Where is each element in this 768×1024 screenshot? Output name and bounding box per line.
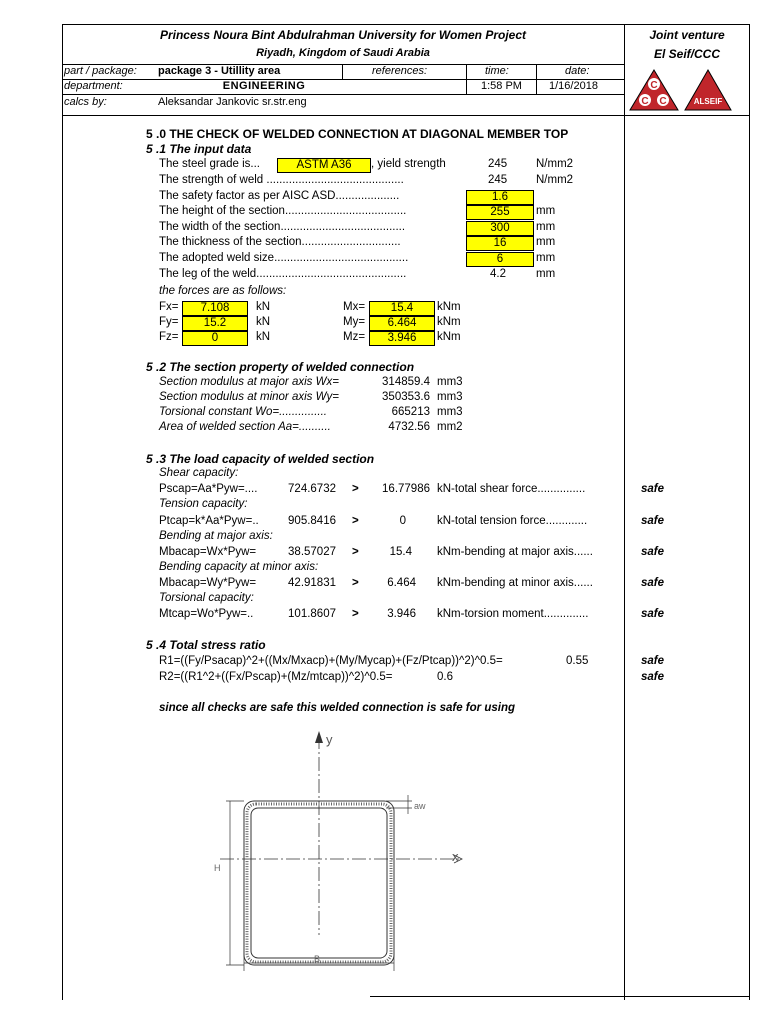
fx-unit: kN [256, 301, 271, 313]
mz-unit: kNm [437, 331, 461, 343]
header-col-3 [536, 64, 537, 94]
date-value: 1/16/2018 [549, 80, 598, 92]
check-capacity: 724.6732 [288, 483, 336, 495]
mx-input[interactable]: 15.4 [369, 301, 435, 316]
safety-factor-input[interactable]: 1.6 [466, 190, 534, 205]
header-bottom-line [62, 115, 750, 116]
h-label: H [214, 863, 221, 873]
s1-heading: 5 .1 The input data [146, 142, 252, 156]
s2-row-value: 350353.6 [382, 391, 430, 403]
height-input[interactable]: 255 [466, 205, 534, 220]
check-formula: Pscap=Aa*Pyw=.... [159, 483, 258, 495]
s2-row-unit: mm2 [437, 421, 463, 433]
fy-input[interactable]: 15.2 [182, 316, 248, 331]
ccc-logo [628, 68, 680, 112]
part-label: part / package: [64, 65, 137, 77]
references-label: references: [372, 65, 428, 77]
width-label: The width of the section....................................... [159, 221, 406, 233]
section-title: 5 .0 THE CHECK OF WELDED CONNECTION AT DIAGONAL MEMBER TOP [146, 127, 569, 141]
fy-unit: kN [256, 316, 271, 328]
my-unit: kNm [437, 316, 461, 328]
ccc-logo-letter-2: C [641, 96, 649, 107]
weld-strength-unit: N/mm2 [536, 174, 574, 186]
check-status: safe [641, 608, 665, 620]
header-row-line-3 [62, 94, 624, 95]
weld-leg-label: The leg of the weld............................................... [159, 268, 407, 280]
check-status: safe [641, 515, 665, 527]
r2-status: safe [641, 671, 665, 683]
s2-row-label: Section modulus at minor axis Wy= [159, 391, 339, 403]
check-status: safe [641, 483, 665, 495]
header-col-1 [342, 64, 343, 79]
thickness-unit: mm [536, 236, 556, 248]
check-status: safe [641, 577, 665, 589]
frame-top [62, 24, 750, 25]
check-operator: > [352, 608, 359, 620]
header-row-line-1 [62, 64, 624, 65]
time-label: time: [485, 65, 509, 77]
date-label: date: [565, 65, 590, 77]
jv-divider [624, 24, 625, 1000]
s4-heading: 5 .4 Total stress ratio [146, 638, 266, 652]
s2-row-unit: mm3 [437, 406, 463, 418]
project-location: Riyadh, Kingdom of Saudi Arabia [256, 47, 430, 59]
ccc-logo-letter-3: C [659, 96, 667, 107]
frame-left [62, 24, 63, 1000]
yield-unit: N/mm2 [536, 158, 574, 170]
check-status: safe [641, 546, 665, 558]
calcs-label: calcs by: [64, 96, 107, 108]
check-title: Bending capacity at minor axis: [159, 561, 319, 573]
width-unit: mm [536, 221, 556, 233]
s2-row-value: 314859.4 [382, 376, 430, 388]
check-title: Bending at major axis: [159, 530, 273, 542]
forces-label: the forces are as follows: [159, 285, 287, 297]
steel-label: The steel grade is... [159, 158, 260, 170]
frame-right [749, 24, 750, 1000]
weld-strength-value: 245 [488, 174, 508, 186]
part-value: package 3 - Utillity area [158, 65, 281, 77]
r1-status: safe [641, 655, 665, 667]
s3-heading: 5 .3 The load capacity of welded section [146, 452, 375, 466]
fz-input[interactable]: 0 [182, 331, 248, 346]
check-capacity: 42.91831 [288, 577, 336, 589]
mx-unit: kNm [437, 301, 461, 313]
weld-size-input[interactable]: 6 [466, 252, 534, 267]
check-title: Tension capacity: [159, 498, 248, 510]
height-unit: mm [536, 205, 556, 217]
b-label: B [314, 954, 321, 964]
my-label: My= [343, 316, 366, 328]
width-input[interactable]: 300 [466, 221, 534, 236]
s2-heading: 5 .2 The section property of welded connection [146, 360, 415, 374]
check-demand: 3.946 [387, 608, 416, 620]
steel-grade-input[interactable]: ASTM A36 [277, 158, 371, 173]
department-label: department: [64, 80, 123, 92]
r1-value: 0.55 [566, 655, 589, 667]
mz-input[interactable]: 3.946 [369, 331, 435, 346]
alseif-logo [683, 68, 733, 112]
height-label: The height of the section...................................... [159, 205, 407, 217]
yield-value: 245 [488, 158, 508, 170]
weld-strength-label: The strength of weld ........................................... [159, 174, 404, 186]
yield-label: , yield strength [371, 158, 446, 170]
check-formula: Mtcap=Wo*Pyw=.. [159, 608, 254, 620]
r1-formula: R1=((Fy/Psacap)^2+((Mx/Mxacp)+(My/Mycap)+(Fz/Ptcap))^2)^0.5= [159, 655, 503, 667]
check-operator: > [352, 546, 359, 558]
s2-row-unit: mm3 [437, 376, 463, 388]
y-axis-arrow [315, 731, 323, 743]
check-description: kNm-bending at minor axis...... [437, 577, 593, 589]
jv-line1: Joint venture [649, 28, 725, 42]
fx-input[interactable]: 7.108 [182, 301, 248, 316]
thickness-label: The thickness of the section............................... [159, 236, 401, 248]
r2-formula: R2=((R1^2+((Fx/Pscap)+(Mz/mtcap))^2)^0.5= [159, 671, 393, 683]
jv-line2: El Seif/CCC [653, 47, 720, 61]
thickness-input[interactable]: 16 [466, 236, 534, 251]
weld-leg-value: 4.2 [490, 268, 506, 280]
s2-row-value: 4732.56 [388, 421, 430, 433]
check-demand: 0 [399, 515, 406, 527]
ccc-logo-letter-1: C [650, 80, 658, 91]
safety-factor-label: The safety factor as per AISC ASD.................... [159, 190, 400, 202]
check-description: kNm-bending at major axis...... [437, 546, 593, 558]
conclusion: since all checks are safe this welded connection is safe for using [159, 702, 515, 714]
check-demand: 6.464 [387, 577, 416, 589]
check-description: kNm-torsion moment.............. [437, 608, 589, 620]
check-capacity: 905.8416 [288, 515, 336, 527]
weld-size-unit: mm [536, 252, 556, 264]
department-value: ENGINEERING [222, 80, 306, 92]
fz-label: Fz= [159, 331, 179, 343]
s2-row-value: 665213 [391, 406, 430, 418]
r2-value: 0.6 [437, 671, 453, 683]
header-col-2 [466, 64, 467, 94]
s2-row-label: Section modulus at major axis Wx= [159, 376, 339, 388]
check-description: kN-total tension force............. [437, 515, 588, 527]
check-demand: 15.4 [389, 546, 412, 558]
bottom-line [370, 996, 750, 997]
check-formula: Mbacap=Wx*Pyw= [159, 546, 257, 558]
time-value: 1:58 PM [481, 80, 522, 92]
fy-label: Fy= [159, 316, 179, 328]
y-axis-label: y [326, 732, 333, 747]
mz-label: Mz= [343, 331, 366, 343]
aw-label: aw [414, 801, 426, 811]
s2-row-label: Torsional constant Wo=............... [159, 406, 327, 418]
check-formula: Mbacap=Wy*Pyw= [159, 577, 257, 589]
fz-unit: kN [256, 331, 271, 343]
s2-row-label: Area of welded section Aa=.......... [159, 421, 331, 433]
check-formula: Ptcap=k*Aa*Pyw=.. [159, 515, 259, 527]
check-operator: > [352, 515, 359, 527]
check-description: kN-total shear force............... [437, 483, 586, 495]
fx-label: Fx= [159, 301, 179, 313]
weld-leg-unit: mm [536, 268, 556, 280]
check-title: Shear capacity: [159, 467, 239, 479]
check-capacity: 101.8607 [288, 608, 336, 620]
check-operator: > [352, 577, 359, 589]
check-operator: > [352, 483, 359, 495]
section-drawing [200, 725, 480, 975]
my-input[interactable]: 6.464 [369, 316, 435, 331]
mx-label: Mx= [343, 301, 366, 313]
check-demand: 16.77986 [382, 483, 430, 495]
weld-size-label: The adopted weld size.......................................... [159, 252, 409, 264]
check-title: Torsional capacity: [159, 592, 254, 604]
calcs-value: Aleksandar Jankovic sr.str.eng [158, 96, 307, 108]
alseif-logo-text: ALSEIF [693, 97, 723, 106]
s2-row-unit: mm3 [437, 391, 463, 403]
x-axis-label: x [452, 849, 459, 864]
project-title: Princess Noura Bint Abdulrahman University for Women Project [159, 28, 527, 42]
check-capacity: 38.57027 [288, 546, 336, 558]
